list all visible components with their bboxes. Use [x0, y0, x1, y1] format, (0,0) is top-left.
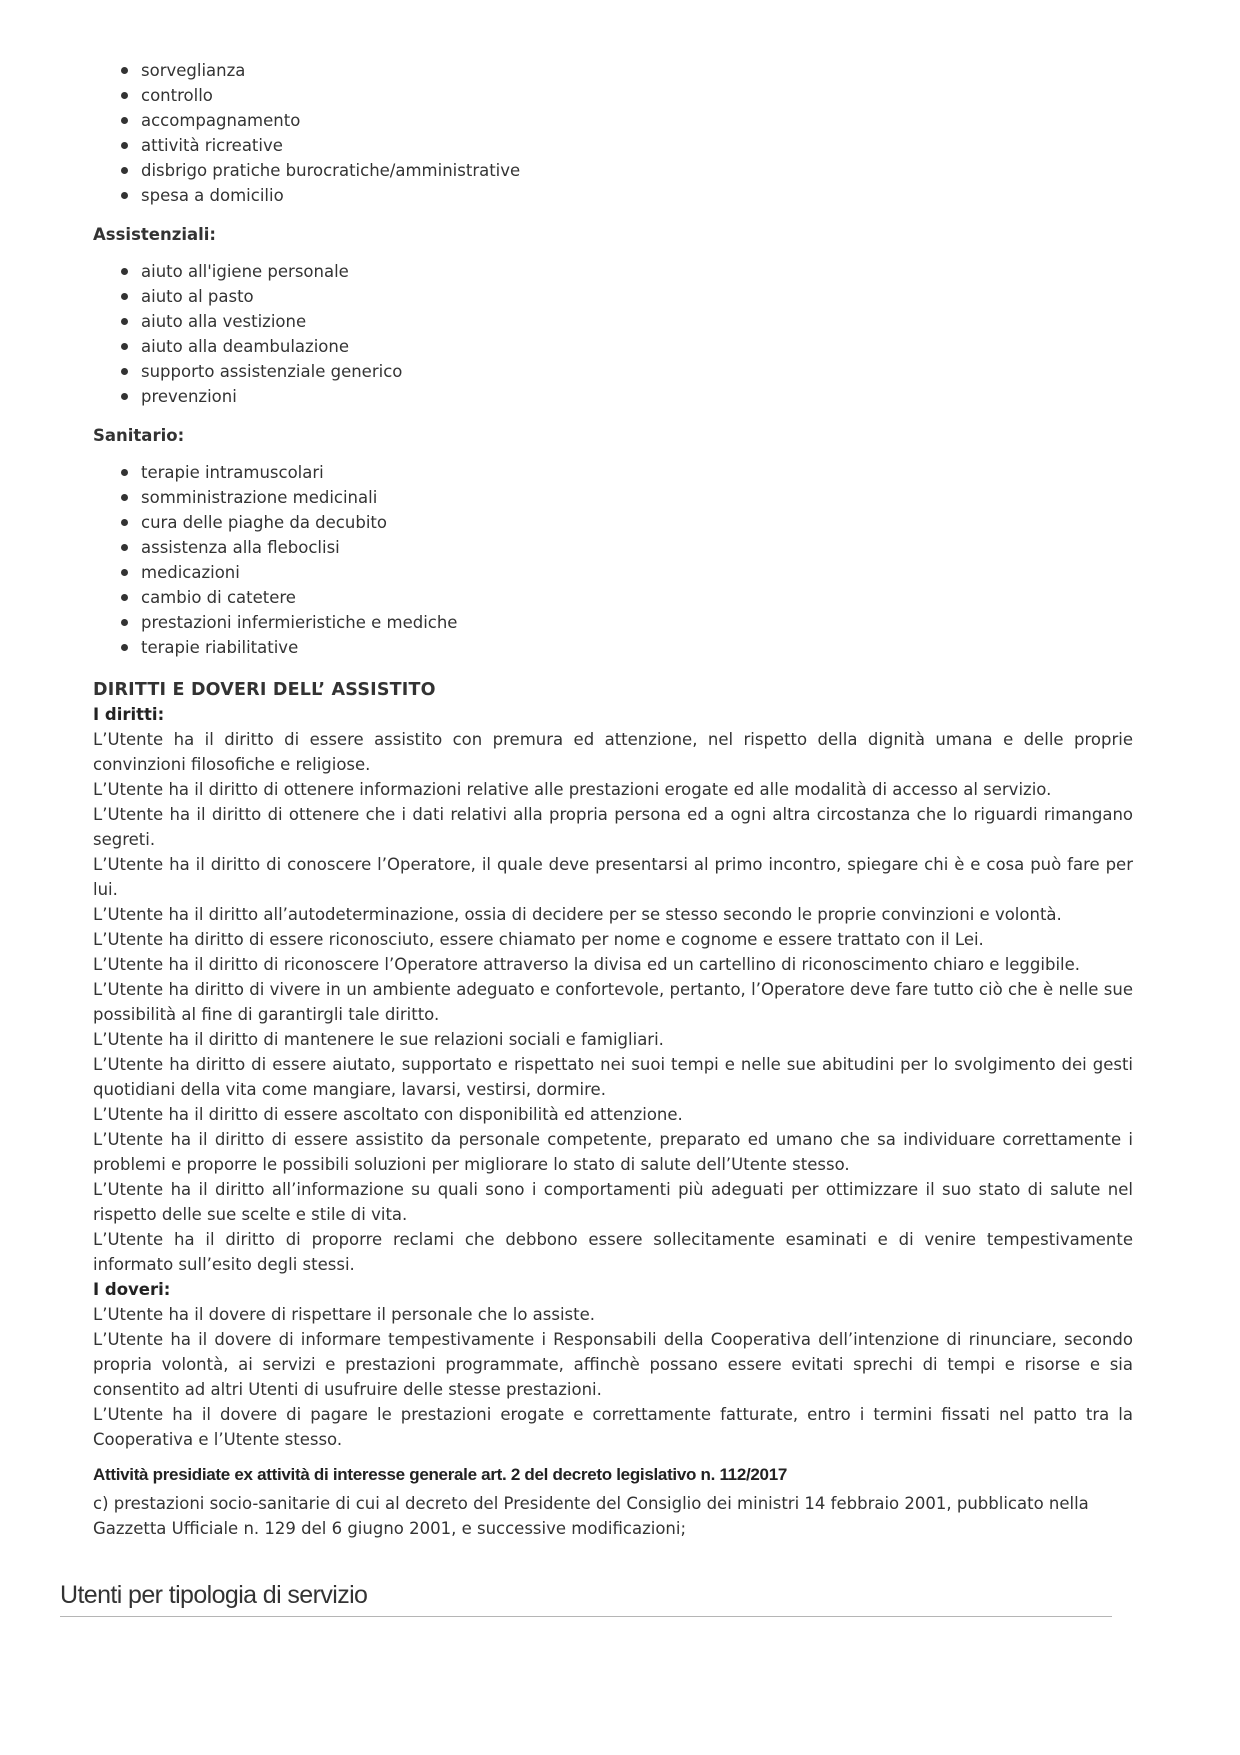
rights-label: I diritti: — [93, 705, 165, 724]
rights-paragraphs — [93, 727, 1133, 1277]
list-item: spesa a domicilio — [93, 183, 1133, 208]
activities-text: c) prestazioni socio-sanitarie di cui al decreto del Presidente del Consiglio dei ministri 14 febbraio 2001, pubblicato nella Gazzetta Ufficiale n. 129 del 6 giugno 2001, e successive modificazioni; — [93, 1494, 1089, 1538]
list-item: aiuto al pasto — [93, 284, 1133, 309]
duties-paragraphs — [93, 1302, 1133, 1452]
paragraph: L’Utente ha diritto di essere aiutato, supportato e rispettato nei suoi tempi e nelle sue abitudini per lo svolgimento dei gesti quotidiani della vita come mangiare, lavarsi, vestirsi, dormire. — [93, 1055, 1133, 1099]
paragraph: L’Utente ha il diritto di ottenere che i dati relativi alla propria persona ed a ogni altra circostanza che lo riguardi rimangano segreti. — [93, 805, 1133, 849]
document-body — [93, 58, 1133, 1541]
paragraph: L’Utente ha il diritto di essere ascoltato con disponibilità ed attenzione. — [93, 1105, 683, 1124]
paragraph: L’Utente ha il diritto all’informazione su quali sono i comportamenti più adeguati per ottimizzare il suo stato di salute nel rispetto delle sue scelte e stile di vita. — [93, 1180, 1133, 1224]
activities-heading: Attività presidiate ex attività di interesse generale art. 2 del decreto legislativo n. 112/2017 — [93, 1465, 788, 1484]
generic-services-list — [93, 58, 1133, 208]
list-item: terapie intramuscolari — [93, 460, 1133, 485]
section-title-users-by-service: Utenti per tipologia di servizio — [60, 1578, 1112, 1617]
list-item: prevenzioni — [93, 384, 1133, 409]
paragraph: L’Utente ha il diritto di essere assistito con premura ed attenzione, nel rispetto della dignità umana e delle proprie convinzioni filosofiche e religiose. — [93, 730, 1133, 774]
paragraph: L’Utente ha il diritto di conoscere l’Operatore, il quale deve presentarsi al primo incontro, spiegare chi è e cosa può fare per lui. — [93, 855, 1133, 899]
paragraph: L’Utente ha il diritto di riconoscere l’Operatore attraverso la divisa ed un cartellino di riconoscimento chiaro e leggibile. — [93, 955, 1081, 974]
rights-duties-heading: DIRITTI E DOVERI DELL’ ASSISTITO — [93, 680, 436, 700]
paragraph: L’Utente ha il diritto all’autodeterminazione, ossia di decidere per se stesso secondo le proprie convinzioni e volontà. — [93, 905, 1062, 924]
list-item: cambio di catetere — [93, 585, 1133, 610]
duties-label: I doveri: — [93, 1280, 171, 1299]
list-item: accompagnamento — [93, 108, 1133, 133]
paragraph: L’Utente ha il dovere di rispettare il personale che lo assiste. — [93, 1305, 596, 1324]
list-item: aiuto alla deambulazione — [93, 334, 1133, 359]
list-item: cura delle piaghe da decubito — [93, 510, 1133, 535]
paragraph: L’Utente ha il diritto di essere assistito da personale competente, preparato ed umano che sa individuare correttamente i problemi e proporre le possibili soluzioni per migliorare lo stato di salute dell’Utente stesso. — [93, 1130, 1133, 1174]
list-item: somministrazione medicinali — [93, 485, 1133, 510]
paragraph: L’Utente ha diritto di essere riconosciuto, essere chiamato per nome e cognome e essere trattato con il Lei. — [93, 930, 984, 949]
list-item: disbrigo pratiche burocratiche/amministrative — [93, 158, 1133, 183]
list-item: controllo — [93, 83, 1133, 108]
list-item: aiuto all'igiene personale — [93, 259, 1133, 284]
paragraph: L’Utente ha diritto di vivere in un ambiente adeguato e confortevole, pertanto, l’Operatore deve fare tutto ciò che è nelle sue possibilità al fine di garantirgli tale diritto. — [93, 980, 1133, 1024]
list-item: terapie riabilitative — [93, 635, 1133, 660]
paragraph: L’Utente ha il dovere di pagare le prestazioni erogate e correttamente fatturate, entro i termini fissati nel patto tra la Cooperativa e l’Utente stesso. — [93, 1405, 1133, 1449]
paragraph: L’Utente ha il diritto di ottenere informazioni relative alle prestazioni erogate ed alle modalità di accesso al servizio. — [93, 780, 1052, 799]
list-item: sorveglianza — [93, 58, 1133, 83]
paragraph: L’Utente ha il diritto di proporre reclami che debbono essere sollecitamente esaminati e di venire tempestivamente informato sull’esito degli stessi. — [93, 1230, 1133, 1274]
list-item: aiuto alla vestizione — [93, 309, 1133, 334]
paragraph: L’Utente ha il diritto di mantenere le sue relazioni sociali e famigliari. — [93, 1030, 664, 1049]
list-item: attività ricreative — [93, 133, 1133, 158]
list-item: medicazioni — [93, 560, 1133, 585]
list-item: prestazioni infermieristiche e mediche — [93, 610, 1133, 635]
assistenziali-label: Assistenziali: — [93, 225, 217, 244]
paragraph: L’Utente ha il dovere di informare tempestivamente i Responsabili della Cooperativa dell’intenzione di rinunciare, secondo propria volontà, ai servizi e prestazioni programmate, affinchè possano essere evitati sprechi di tempi e risorse e sia consentito ad altri Utenti di usufruire delle stesse prestazioni. — [93, 1330, 1133, 1399]
assistenziali-list — [93, 259, 1133, 409]
sanitario-label: Sanitario: — [93, 426, 185, 445]
sanitario-list — [93, 460, 1133, 660]
list-item: supporto assistenziale generico — [93, 359, 1133, 384]
list-item: assistenza alla fleboclisi — [93, 535, 1133, 560]
